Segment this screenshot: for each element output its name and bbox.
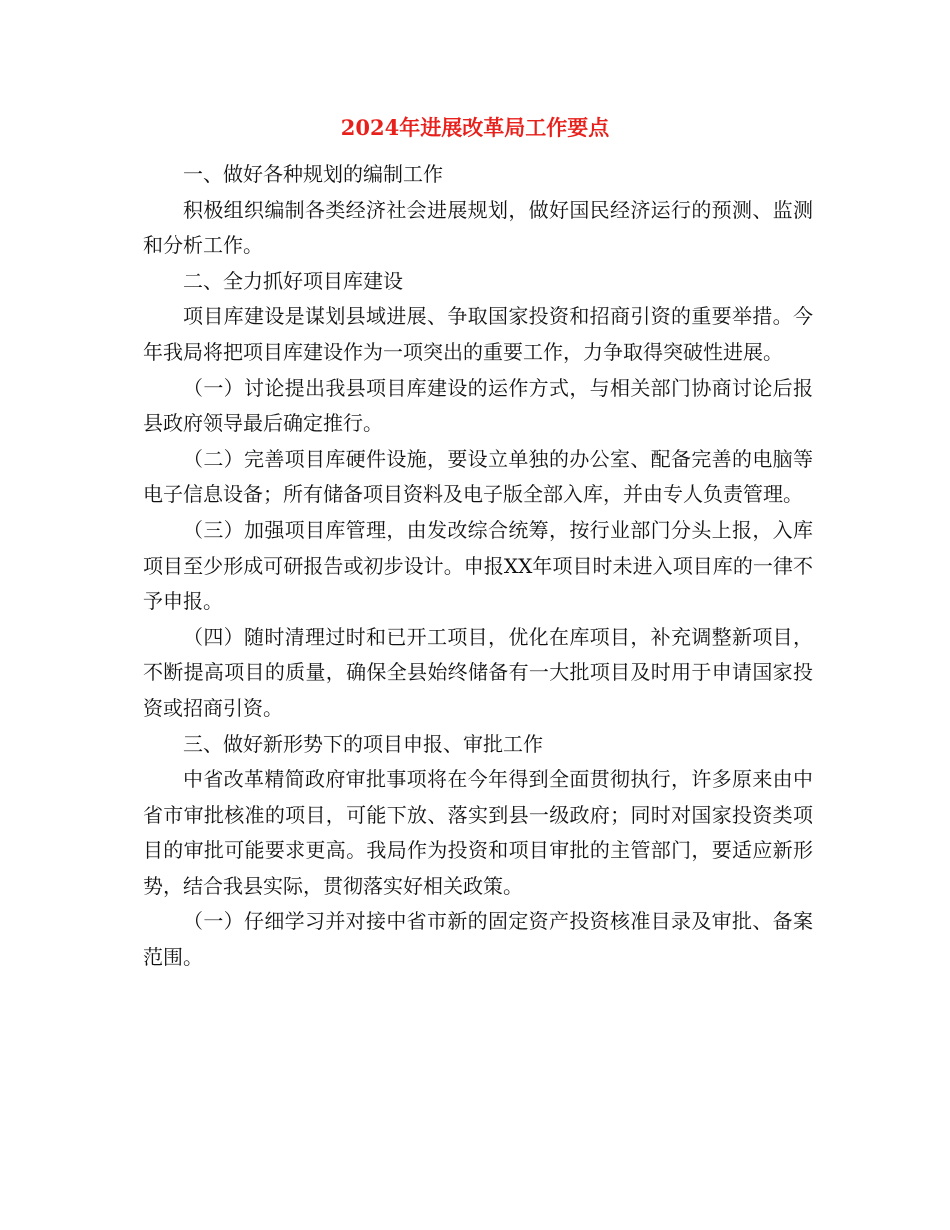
paragraph: 积极组织编制各类经济社会进展规划，做好国民经济运行的预测、监测和分析工作。 (143, 197, 813, 258)
sub-item-1: （一）讨论提出我县项目库建设的运作方式，与相关部门协商讨论后报县政府领导最后确定推行。 (143, 375, 813, 436)
sub-item-4: （四）随时清理过时和已开工项目，优化在库项目，补充调整新项目，不断提高项目的质量，确保全县始终储备有一大批项目及时用于申请国家投资或招商引资。 (143, 624, 813, 720)
paragraph: 项目库建设是谋划县域进展、争取国家投资和招商引资的重要举措。今年我局将把项目库建设作为一项突出的重要工作，力争取得突破性进展。 (143, 304, 813, 364)
document-body (143, 157, 813, 976)
sub-item-2: （二）完善项目库硬件设施，要设立单独的办公室、配备完善的电脑等电子信息设备；所有储备项目资料及电子版全部入库，并由专人负责管理。 (143, 446, 813, 507)
section-heading-3: 三、做好新形势下的项目申报、审批工作 (183, 731, 543, 756)
sub-item-3: （三）加强项目库管理，由发改综合统筹，按行业部门分头上报，入库项目至少形成可研报告或初步设计。申报XX年项目时未进入项目库的一律不予申报。 (143, 517, 813, 614)
section-heading-1: 一、做好各种规划的编制工作 (183, 162, 443, 186)
section-heading-2: 二、全力抓好项目库建设 (183, 268, 403, 293)
document-title: 2024年进展改革局工作要点 (340, 115, 610, 140)
sub-item-1: （一）仔细学习并对接中省市新的固定资产投资核准目录及审批、备案范围。 (143, 909, 813, 970)
paragraph: 中省改革精简政府审批事项将在今年得到全面贯彻执行，许多原来由中省市审批核准的项目，可能下放、落实到县一级政府；同时对国家投资类项目的审批可能要求更高。我局作为投资和项目审批的主管部门，要适应新形势，结合我县实际，贯彻落实好相关政策。 (143, 767, 813, 898)
